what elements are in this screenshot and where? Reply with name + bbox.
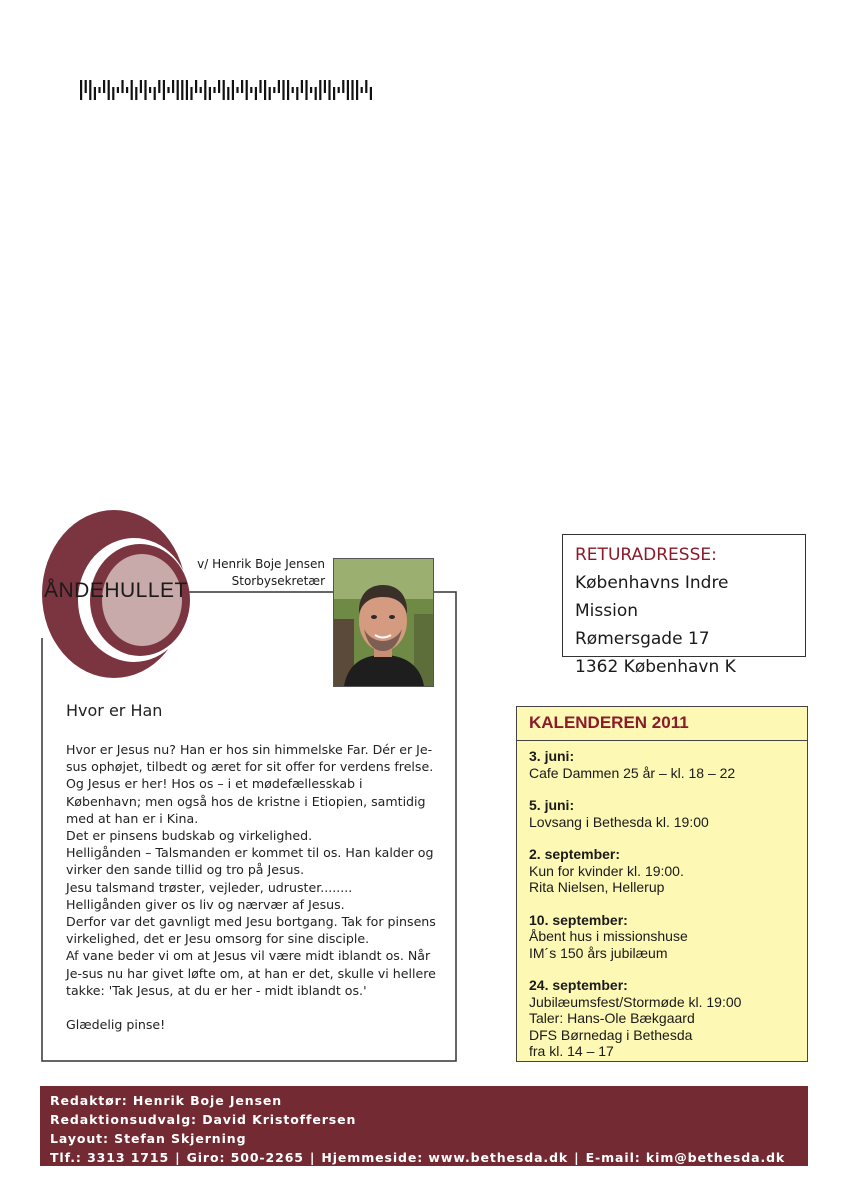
footer-email[interactable]: E-mail: kim@bethesda.dk [585, 1150, 786, 1165]
article-paragraph: Af vane beder vi om at Jesus vil være midt iblandt os. Når Je-sus nu har givet løfte om, at han er det, skulle vi hellere takke: 'Tak Jesus, at du er her - midt iblandt os.' [66, 948, 436, 998]
barcode-bar [282, 80, 284, 100]
barcode-bar [186, 80, 188, 100]
barcode-bar [259, 80, 261, 93]
barcode-bar [117, 87, 119, 93]
barcode-bar [278, 80, 280, 93]
footer-layout: Layout: Stefan Skjerning [50, 1131, 247, 1146]
barcode-bar [140, 80, 142, 93]
barcode-bar [80, 80, 82, 100]
calendar-entry-line: fra kl. 14 – 17 [529, 1043, 614, 1059]
barcode-bar [315, 87, 317, 100]
calendar-entry [529, 846, 807, 896]
barcode-bar [177, 80, 179, 100]
barcode-bar [213, 87, 215, 93]
barcode-bar [250, 87, 252, 93]
barcode-bar [108, 80, 110, 100]
barcode-bar [365, 80, 367, 93]
return-address-line: Københavns Indre Mission [575, 573, 729, 621]
barcode-bar [310, 87, 312, 93]
barcode-bar [361, 87, 363, 93]
author-photo [333, 558, 434, 687]
barcode-bar [223, 80, 225, 100]
article-body [66, 741, 441, 1033]
barcode-bar [370, 87, 372, 100]
barcode-bar [292, 87, 294, 93]
barcode-bar [356, 80, 358, 100]
calendar-title: KALENDEREN 2011 [517, 707, 807, 741]
calendar-entry [529, 748, 807, 781]
footer-separator: | [309, 1150, 316, 1165]
barcode-bar [195, 80, 197, 93]
calendar-entry-date: 10. september: [529, 911, 628, 928]
calendar-entry-date: 24. september: [529, 977, 628, 993]
return-address [562, 534, 806, 677]
barcode-bar [319, 80, 321, 100]
calendar-entry-line: Taler: Hans-Ole Bækgaard [529, 1010, 695, 1026]
barcode-bar [167, 87, 169, 93]
footer-separator: | [574, 1150, 580, 1165]
barcode-bar [236, 87, 238, 93]
return-address-line: Rømersgade 17 [575, 629, 710, 649]
footer-editor: Redaktør: Henrik Boje Jensen [50, 1093, 283, 1108]
barcode-bar [328, 80, 330, 100]
barcode-bar [158, 80, 160, 93]
barcode-bar [163, 80, 165, 100]
byline-name: v/ Henrik Boje Jensen [197, 557, 325, 571]
barcode-bar [338, 87, 340, 93]
barcode-bar [172, 80, 174, 93]
barcode-bar [296, 87, 298, 100]
return-address-line: 1362 København K [575, 657, 736, 677]
article-paragraph: Derfor var det gavnligt med Jesu bortgang. Tak for pinsens virkelighed, det er Jesu omsorg for sine disciple. [66, 914, 436, 947]
barcode-bar [351, 80, 353, 100]
barcode-bar [200, 87, 202, 93]
footer-homepage[interactable]: Hjemmeside: www.bethesda.dk [321, 1150, 569, 1165]
barcode-bar [333, 87, 335, 100]
barcode-bar [85, 80, 87, 93]
article-paragraph: Helligånden giver os liv og nærvær af Jesus. [66, 896, 345, 912]
barcode-bar [131, 80, 133, 100]
barcode-bar [181, 80, 183, 100]
footer-committee: Redaktionsudvalg: David Kristoffersen [50, 1112, 357, 1127]
barcode-bar [273, 87, 275, 93]
calendar-list [517, 741, 807, 1060]
footer-giro: Giro: 500-2265 [186, 1150, 304, 1165]
barcode-bar [209, 87, 211, 100]
calendar-entry-line: Jubilæumsfest/Stormøde kl. 19:00 [529, 993, 742, 1010]
barcode-bar [301, 80, 303, 93]
article-paragraph: Jesu talsmand trøster, vejleder, udruster........ [66, 879, 353, 895]
byline [197, 556, 325, 590]
footer-contact [50, 1148, 808, 1167]
calendar-entry-date: 2. september: [529, 846, 621, 862]
article-paragraph: Hvor er Jesus nu? Han er hos sin himmelske Far. Dér er Je-sus ophøjet, tilbedt og æret for sit offer for verdens frelse. [66, 742, 434, 775]
barcode-bar [149, 87, 151, 93]
barcode-bar [135, 87, 137, 100]
article-paragraph: Og Jesus er her! Hos os – i et mødefællesskab i København; men også hos de kristne i Etiopien, samtidig med at han er i Kina. [66, 776, 426, 826]
byline-role: Storbysekretær [231, 574, 325, 588]
article-paragraph: Helligånden – Talsmanden er kommet til os. Han kalder og virker den sande tillid og tro på Jesus. [66, 845, 434, 878]
return-address-heading: RETURADRESSE: [575, 545, 717, 565]
barcode-bar [227, 87, 229, 100]
article-closing: Glædelig pinse! [66, 1017, 166, 1033]
barcode-bar [98, 87, 100, 93]
barcode-bar [264, 80, 266, 100]
calendar-entry-line: Rita Nielsen, Hellerup [529, 879, 665, 895]
colophon-footer [40, 1086, 808, 1166]
barcode-bar [324, 80, 326, 93]
calendar-entry-date: 3. juni: [529, 748, 575, 764]
footer-separator: | [175, 1150, 181, 1165]
barcode-bar [287, 80, 289, 100]
barcode-bar [218, 80, 220, 93]
calendar-entry-line: IM´s 150 års jubilæum [529, 944, 668, 961]
barcode-bar [103, 80, 105, 93]
postal-barcode [80, 80, 375, 100]
calendar-entry-line: Åbent hus i missionshuse [529, 928, 688, 944]
barcode-bar [347, 80, 349, 100]
calendar-entry-line: DFS Børnedag i Bethesda [529, 1026, 693, 1043]
barcode-bar [305, 80, 307, 100]
barcode-bar [89, 80, 91, 100]
calendar-entry [529, 912, 807, 962]
footer-phone: Tlf.: 3313 1715 [50, 1150, 170, 1165]
calendar-entry [529, 797, 807, 830]
barcode-bar [342, 80, 344, 93]
calendar-entry-line: Lovsang i Bethesda kl. 19:00 [529, 813, 709, 830]
barcode-bar [241, 80, 243, 93]
barcode-bar [190, 87, 192, 100]
barcode-bar [246, 80, 248, 100]
barcode-bar [154, 87, 156, 100]
barcode-bar [232, 80, 234, 100]
column-name: ÅNDEHULLET [44, 579, 188, 602]
article-paragraph: Det er pinsens budskab og virkelighed. [66, 828, 313, 844]
barcode-bar [269, 87, 271, 100]
barcode-bar [94, 87, 96, 100]
calendar-entry-date: 5. juni: [529, 797, 575, 813]
barcode-bar [121, 80, 123, 93]
barcode-bar [126, 87, 128, 93]
article-title: Hvor er Han [66, 701, 163, 720]
calendar-entry-line: Kun for kvinder kl. 19:00. [529, 862, 684, 879]
barcode-bar [144, 80, 146, 100]
barcode-bar [255, 87, 257, 100]
calendar-entry-line: Cafe Dammen 25 år – kl. 18 – 22 [529, 764, 736, 781]
barcode-bar [112, 87, 114, 100]
barcode-bar [204, 80, 206, 100]
calendar-box [516, 706, 808, 1062]
calendar-entry [529, 977, 807, 1060]
